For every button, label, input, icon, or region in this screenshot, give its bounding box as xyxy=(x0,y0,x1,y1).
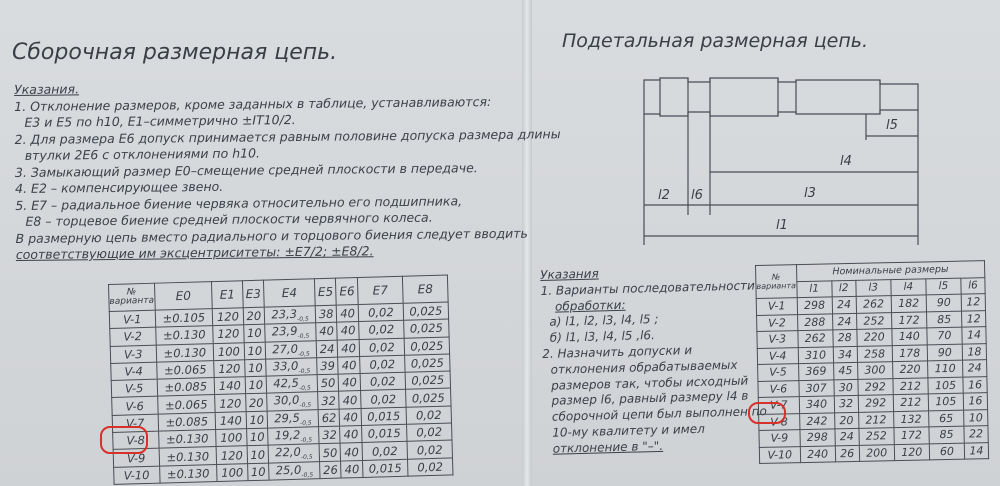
cell-value: 140 xyxy=(898,329,920,344)
cell-value: 105 xyxy=(935,395,957,409)
cell-value: 100 xyxy=(221,465,244,480)
cell-value: 0,025 xyxy=(409,303,443,319)
table-cell xyxy=(834,395,858,412)
tolerance-suffix: -0,5 xyxy=(297,332,310,341)
tolerance-suffix: -0,5 xyxy=(301,471,314,479)
table-cell xyxy=(832,296,856,313)
left-note-line: 2. Для размера E6 допуск принимается равным половине допуска размера длины xyxy=(14,125,561,147)
cell-value: 0,02 xyxy=(370,391,397,407)
cell-value: 262 xyxy=(862,297,885,311)
tolerance-suffix: -0,5 xyxy=(296,315,309,324)
variant-header: № варианта xyxy=(756,265,797,299)
variant-cell xyxy=(759,430,800,447)
cell-value: 0,025 xyxy=(410,355,444,371)
cell-value: 10 xyxy=(246,326,262,341)
cell-value: 307 xyxy=(805,381,827,395)
variant-cell xyxy=(758,380,799,397)
cell-value: 0,02 xyxy=(417,459,444,475)
table-cell xyxy=(858,411,893,428)
dim-label-l4: l4 xyxy=(840,154,852,169)
table-cell xyxy=(799,396,834,413)
cell-value: 0,02 xyxy=(371,443,398,459)
cell-value: 100 xyxy=(217,344,241,359)
cell-value: V-6 xyxy=(769,382,788,396)
right-note-line: а) l1, l2, l3, l4, l5 ; xyxy=(549,312,659,330)
cell-value: 252 xyxy=(863,314,885,328)
table-cell xyxy=(858,378,893,395)
table-cell xyxy=(927,344,962,361)
right-note-line: обработки: xyxy=(554,297,626,314)
left-note-line: соответствующие им эксцентриситеты: ±E7/2; ±E8/2. xyxy=(15,243,374,262)
cell-value: 172 xyxy=(900,428,923,443)
table-cell xyxy=(963,376,987,393)
table-cell xyxy=(929,426,964,443)
cell-value: 120 xyxy=(220,447,243,463)
cell-value: 220 xyxy=(863,330,885,344)
cell-value: 60 xyxy=(939,444,955,458)
cell-value: 33,0 xyxy=(272,358,299,374)
tolerance-suffix: -0,5 xyxy=(298,384,311,393)
col-header: E7 xyxy=(357,276,403,304)
cell-value: 0,025 xyxy=(411,372,445,388)
cell-value: 0,02 xyxy=(416,424,443,440)
cell-value: 40 xyxy=(343,444,360,459)
cell-value: 24 xyxy=(319,341,335,356)
cell-value: 50 xyxy=(322,445,338,460)
table-cell xyxy=(893,410,928,427)
cell-value: 132 xyxy=(900,412,922,426)
table-cell xyxy=(857,362,892,379)
cell-value: V-10 xyxy=(123,467,150,483)
cell-value: 19,2 xyxy=(274,427,301,443)
cell-value: 65 xyxy=(939,411,954,425)
cell-value: 29,5 xyxy=(274,410,301,426)
group-header: Номинальные размеры xyxy=(796,261,985,281)
highlight-mark-right xyxy=(748,402,786,424)
variant-cell xyxy=(756,298,797,315)
table-cell xyxy=(961,294,985,311)
left-note-line: втулки 2E6 с отклонениями по h10. xyxy=(24,145,261,163)
cell-value: 178 xyxy=(899,346,921,360)
cell-value: 23,9 xyxy=(271,324,298,339)
table-cell xyxy=(834,379,858,396)
cell-value: 70 xyxy=(937,329,952,343)
tolerance-suffix: -0,5 xyxy=(297,350,310,358)
table-cell xyxy=(835,445,859,462)
cell-value: 40 xyxy=(343,427,359,442)
cell-value: 16 xyxy=(968,394,983,408)
dim-label-l2: l2 xyxy=(658,188,670,203)
table-cell xyxy=(800,429,835,446)
cell-value: 30,0 xyxy=(273,393,300,408)
cell-value: ±0.130 xyxy=(166,448,210,464)
cell-value: 20 xyxy=(246,308,262,324)
cell-value: ±0.105 xyxy=(162,310,206,326)
cell-value: ±0.130 xyxy=(163,345,207,361)
cell-value: 0,02 xyxy=(367,305,394,320)
cell-value: V-5 xyxy=(769,365,787,379)
cell-value: 40 xyxy=(319,324,335,339)
cell-value: ±0.085 xyxy=(165,414,209,430)
cell-value: 62 xyxy=(321,410,337,426)
dim-label-l3: l3 xyxy=(804,186,816,201)
right-note-line: 2. Назначить допуски и xyxy=(542,343,693,361)
cell-value: 26 xyxy=(840,446,855,461)
table-cell xyxy=(926,311,961,328)
cell-value: 0,02 xyxy=(415,407,442,423)
cell-value: 212 xyxy=(900,395,922,410)
cell-value: V-2 xyxy=(768,316,786,330)
table-cell xyxy=(893,394,928,411)
cell-value: 26 xyxy=(322,462,339,477)
cell-value: 40 xyxy=(343,410,359,425)
right-notes-header: Указания xyxy=(540,266,599,282)
table-cell xyxy=(894,427,929,444)
cell-value: 40 xyxy=(340,306,356,321)
cell-value: 140 xyxy=(218,378,242,394)
tolerance-suffix: -0,5 xyxy=(299,402,312,410)
cell-value: 32 xyxy=(838,397,854,411)
left-title: Сборочная размерная цепь. xyxy=(12,40,338,65)
cell-value: 0,025 xyxy=(409,321,444,337)
table-cell xyxy=(928,393,963,410)
cell-value: 120 xyxy=(219,395,242,411)
cell-value: 24 xyxy=(837,314,852,329)
cell-value: V-9 xyxy=(126,450,146,466)
right-title: Подетальная размерная цепь. xyxy=(562,30,869,52)
cell-value: 252 xyxy=(865,429,887,443)
table-cell xyxy=(929,443,964,460)
cell-value: ±0.065 xyxy=(164,396,208,413)
table-cell xyxy=(857,345,892,362)
cell-value: 14 xyxy=(969,444,984,458)
cell-value: 120 xyxy=(216,309,240,325)
cell-value: 18 xyxy=(967,345,982,359)
left-note-line: 4. E2 – компенсирующее звено. xyxy=(15,178,224,196)
table-cell xyxy=(892,328,927,345)
cell-value: V-6 xyxy=(125,398,145,414)
cell-value: 300 xyxy=(864,363,886,377)
cell-value: 10 xyxy=(247,343,263,358)
cell-value: V-1 xyxy=(767,299,786,313)
cell-value: 298 xyxy=(803,298,826,313)
table-cell xyxy=(892,344,927,361)
cell-value: 22,0 xyxy=(275,445,301,460)
table-cell xyxy=(856,312,891,329)
table-cell xyxy=(798,346,833,363)
cell-value: 10 xyxy=(250,464,266,479)
cell-value: 120 xyxy=(217,326,240,342)
col-header: l2 xyxy=(832,280,856,297)
col-header: l6 xyxy=(961,277,985,294)
table-cell xyxy=(856,296,891,313)
table-cell xyxy=(927,327,962,344)
cell-value: 120 xyxy=(901,445,923,459)
right-note-line: размер l6, равный размеру l4 в xyxy=(551,388,749,409)
left-note-line: E3 и E5 по h10, E1–симметрично ±IT10/2. xyxy=(24,112,296,130)
dim-label-l1: l1 xyxy=(776,218,788,233)
cell-value: 0,02 xyxy=(368,322,395,338)
cell-value: 24 xyxy=(836,298,852,312)
table-cell xyxy=(893,377,928,394)
right-note-line: отклонения обрабатываемых xyxy=(550,357,738,377)
table-cell xyxy=(798,379,833,396)
cell-value: 242 xyxy=(806,414,828,428)
cell-value: 24 xyxy=(839,430,854,444)
cell-value: 24 xyxy=(967,361,982,375)
col-header: E5 xyxy=(314,278,336,306)
cell-value: 10 xyxy=(247,360,263,376)
col-header: E3 xyxy=(242,280,264,308)
cell-value: 212 xyxy=(899,379,922,393)
cell-value: 0,02 xyxy=(416,442,443,457)
cell-value: 298 xyxy=(806,430,828,445)
cell-value: V-9 xyxy=(770,431,789,445)
cell-value: 12 xyxy=(966,312,981,326)
left-notes-header: Указания. xyxy=(14,81,80,97)
cell-value: 258 xyxy=(863,347,886,361)
left-note-line: E8 – торцевое биение средней плоскости червячного колеса. xyxy=(25,209,433,229)
cell-value: 310 xyxy=(804,348,827,362)
cell-value: 39 xyxy=(320,358,336,374)
cell-value: 32 xyxy=(321,393,337,408)
cell-value: 10 xyxy=(968,411,983,425)
cell-value: V-3 xyxy=(123,346,143,362)
cell-value: 0,02 xyxy=(369,374,396,390)
table-cell xyxy=(962,310,986,327)
cell-value: 288 xyxy=(804,315,826,329)
col-header: l1 xyxy=(796,280,831,297)
col-header: l3 xyxy=(855,279,890,296)
right-note-line: б) l1, l3, l4, l5 ,l6. xyxy=(549,328,656,345)
cell-value: 182 xyxy=(898,296,920,311)
cell-value: 16 xyxy=(967,378,983,392)
cell-value: 0,02 xyxy=(368,339,395,355)
variant-cell xyxy=(759,446,800,463)
left-note-line: 5. E7 – радиальное биение червяка относительно его подшипника, xyxy=(15,192,463,213)
table-cell xyxy=(892,361,927,378)
cell-value: 340 xyxy=(805,397,828,412)
cell-value: 220 xyxy=(899,362,921,377)
col-header: l5 xyxy=(926,278,961,295)
cell-value: ±0.130 xyxy=(165,431,209,447)
left-note-line: В размерную цепь вместо радиального и торцового биения следует вводить xyxy=(15,225,528,246)
table-cell xyxy=(833,329,857,346)
table-cell xyxy=(928,410,963,427)
table-cell xyxy=(926,294,961,311)
cell-value: 40 xyxy=(344,461,360,477)
table-cell xyxy=(797,297,832,314)
right-note-line: отклонение в "–". xyxy=(552,438,664,456)
cell-value: 10 xyxy=(248,378,264,393)
table-cell xyxy=(833,346,857,363)
cell-value: 34 xyxy=(837,347,853,362)
cell-value: 85 xyxy=(936,312,952,326)
cell-value: 22 xyxy=(968,427,984,441)
dim-label-l5: l5 xyxy=(886,118,898,133)
cell-value: 23,3 xyxy=(271,306,298,322)
table-cell xyxy=(859,428,894,445)
cell-value: 140 xyxy=(219,413,243,428)
table-cell xyxy=(964,409,988,426)
col-header: l4 xyxy=(891,278,926,295)
dim-label-l6: l6 xyxy=(691,188,703,203)
table-cell xyxy=(891,311,926,328)
table-cell xyxy=(963,360,987,377)
tolerance-suffix: -0,5 xyxy=(298,367,311,375)
cell-value: 110 xyxy=(934,362,956,376)
cell-value: V-4 xyxy=(124,364,144,379)
cell-value: 292 xyxy=(864,380,886,394)
table-cell xyxy=(891,295,926,312)
tolerance-suffix: -0,5 xyxy=(299,419,312,427)
col-header: E6 xyxy=(336,278,358,306)
cell-value: V-7 xyxy=(769,398,788,412)
cell-value: 32 xyxy=(322,427,338,443)
cell-value: 0,025 xyxy=(410,338,444,354)
cell-value: 10 xyxy=(250,447,266,462)
cell-value: 25,0 xyxy=(275,462,302,478)
col-header: E4 xyxy=(264,279,316,307)
cell-value: 40 xyxy=(340,323,356,338)
right-note-line: сборочной цепи был выполнен по xyxy=(551,404,768,424)
cell-value: V-7 xyxy=(125,415,145,431)
table-cell xyxy=(857,329,892,346)
cell-value: V-8 xyxy=(770,415,788,429)
left-note-line: 3. Замыкающий размер E0–смещение средней плоскости в передаче. xyxy=(14,159,478,180)
table-cell xyxy=(927,360,962,377)
cell-value: V-1 xyxy=(122,312,142,327)
variant-header: № варианта xyxy=(109,283,155,311)
right-note-line: 1. Варианты последовательности xyxy=(540,278,756,298)
cell-value: ±0.065 xyxy=(163,362,207,378)
cell-value: 0,015 xyxy=(367,408,401,424)
cell-value: 240 xyxy=(806,447,829,461)
table-cell xyxy=(963,393,987,410)
cell-value: 292 xyxy=(864,396,887,410)
left-note-line: 1. Отклонение размеров, кроме заданных в таблице, устанавливаются: xyxy=(14,93,492,114)
col-header: E1 xyxy=(212,281,243,309)
right-note-line: размеров так, чтобы исходный xyxy=(550,373,749,393)
cell-value: V-3 xyxy=(768,332,787,346)
table-cell xyxy=(834,412,858,429)
cell-value: ±0.130 xyxy=(166,466,210,482)
cell-value: 45 xyxy=(838,364,853,378)
table-cell xyxy=(832,313,856,330)
table-cell xyxy=(964,426,988,443)
cell-value: V-10 xyxy=(767,448,793,462)
table-cell xyxy=(798,363,833,380)
cell-value: 0,02 xyxy=(369,357,396,372)
cell-value: 0,025 xyxy=(411,390,445,406)
table-cell xyxy=(797,330,832,347)
cell-value: V-8 xyxy=(126,433,146,448)
table-cell xyxy=(797,313,832,330)
cell-value: 12 xyxy=(966,295,981,309)
cell-value: 40 xyxy=(342,375,358,390)
cell-value: 42,5 xyxy=(273,375,300,391)
cell-value: 40 xyxy=(342,392,358,408)
table-cell xyxy=(833,362,857,379)
right-notes xyxy=(540,262,768,457)
table-cell xyxy=(859,444,894,461)
variant-cell xyxy=(758,364,799,381)
table-cell xyxy=(962,327,986,344)
table-cell xyxy=(799,412,834,429)
variant-cell xyxy=(757,314,798,331)
cell-value: 38 xyxy=(318,306,334,322)
table-cell xyxy=(928,377,963,394)
cell-value: 50 xyxy=(320,376,336,391)
cell-value: V-5 xyxy=(124,381,144,396)
table-cell xyxy=(800,445,835,462)
right-note-line: 10-му квалитету и имел xyxy=(552,421,705,440)
cell-value: ±0.085 xyxy=(164,379,208,395)
cell-value: 40 xyxy=(341,340,357,356)
cell-value: 20 xyxy=(248,395,264,410)
cell-value: 212 xyxy=(865,413,887,427)
tolerance-suffix: -0,5 xyxy=(300,454,313,462)
cell-value: V-2 xyxy=(123,329,143,345)
cell-value: 100 xyxy=(220,430,243,446)
table-cell xyxy=(835,428,859,445)
cell-value: V-4 xyxy=(768,349,787,363)
cell-value: 172 xyxy=(898,313,920,327)
cell-value: 262 xyxy=(804,331,826,346)
variant-cell xyxy=(757,331,798,348)
col-header: E0 xyxy=(154,282,212,311)
variant-cell xyxy=(757,347,798,364)
cell-value: 120 xyxy=(218,361,241,376)
cell-value: 30 xyxy=(838,380,853,395)
cell-value: 20 xyxy=(839,413,854,428)
table-cell xyxy=(962,343,986,360)
cell-value: 0,015 xyxy=(368,460,402,476)
cell-value: ±0.130 xyxy=(162,327,206,343)
cell-value: 40 xyxy=(341,358,357,373)
part-chain-table xyxy=(755,260,989,464)
table-cell xyxy=(964,442,988,459)
cell-value: 14 xyxy=(966,328,982,342)
cell-value: 10 xyxy=(249,412,265,428)
cell-value: 200 xyxy=(866,446,888,460)
cell-value: 105 xyxy=(934,378,957,393)
cell-value: 10 xyxy=(249,429,265,445)
cell-value: 27,0 xyxy=(272,341,299,357)
table-cell xyxy=(858,395,893,412)
cell-value: 369 xyxy=(805,364,827,379)
cell-value: 90 xyxy=(936,296,951,310)
cell-value: 90 xyxy=(937,345,952,359)
cell-value: 85 xyxy=(939,428,954,442)
tolerance-suffix: -0,5 xyxy=(300,436,313,445)
cell-value: 0,015 xyxy=(367,426,401,442)
cell-value: 28 xyxy=(837,331,852,345)
col-header: E8 xyxy=(402,275,448,303)
table-cell xyxy=(894,443,929,460)
